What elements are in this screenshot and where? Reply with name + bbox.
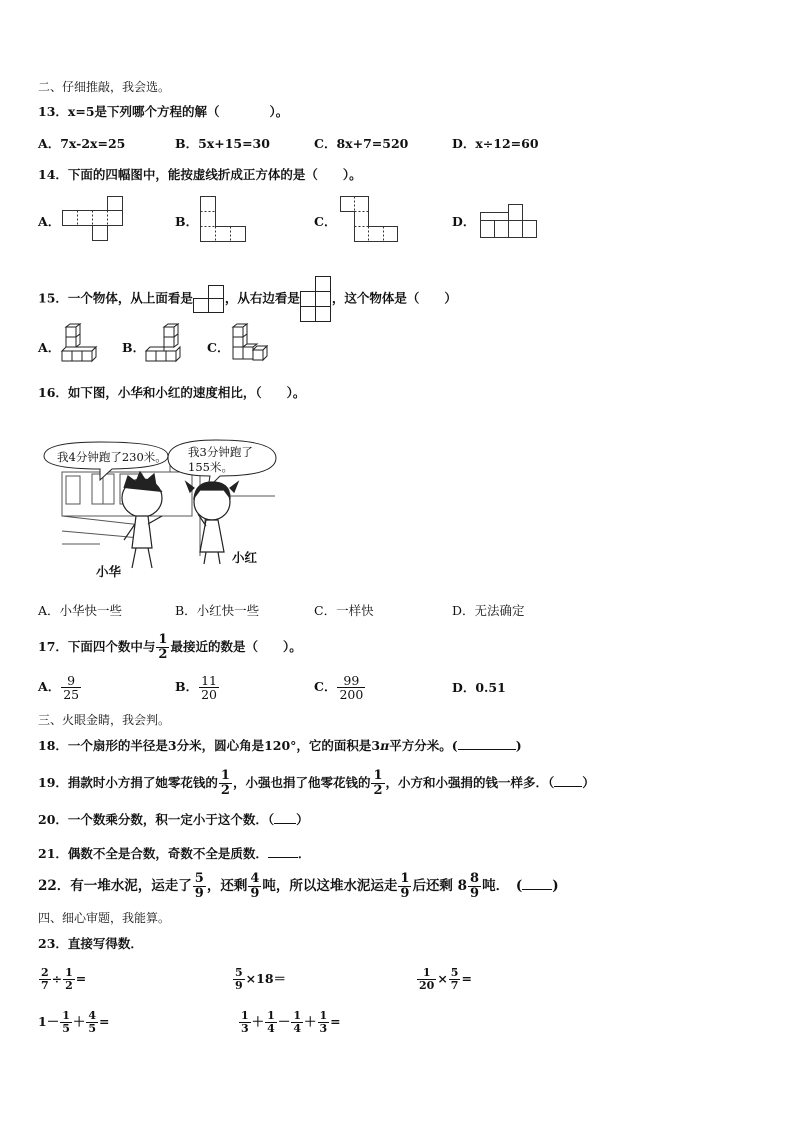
q23-e5-operator-1: ＋	[251, 1014, 265, 1029]
q15-option-c-cubes	[229, 326, 269, 366]
q17-option-b-numerator: 11	[201, 672, 217, 688]
q13-option-d[interactable]: D．x÷12=60	[452, 136, 539, 151]
q14-net-c-figure	[340, 196, 398, 244]
q15-top-view-figure	[193, 285, 225, 313]
q17-half-numerator: 1	[158, 632, 168, 648]
q23-e4-f2-num: 4	[88, 1009, 97, 1023]
q16-bubble-xiaohua: 我4分钟跑了230米。	[57, 450, 167, 464]
q15-option-a-cubes	[60, 326, 100, 366]
q16-bubble-xiaohong-line1: 我3分钟跑了	[188, 445, 253, 459]
q17-half-fraction	[156, 633, 169, 661]
q23-e5-fraction-4	[318, 1010, 330, 1034]
q14-net-a-figure	[62, 196, 124, 242]
q23-e2-f1-den: 9	[235, 979, 243, 992]
q23-e3-fraction-2	[449, 967, 461, 991]
q23-e2-f1-num: 5	[235, 966, 243, 980]
q22-part3: 吨，所以这堆水泥运走	[262, 878, 398, 894]
q19-fraction-2	[371, 769, 384, 797]
q23-e4-fraction-1	[60, 1010, 72, 1034]
q22-answer-blank[interactable]	[522, 889, 552, 890]
q23-e5-f3-num: 1	[293, 1009, 301, 1023]
q23-e4-f1-num: 1	[62, 1009, 70, 1023]
q22-fraction-2	[248, 872, 261, 900]
q23-e5-operator-3: ＋	[304, 1014, 317, 1029]
q15-stem-part1: 15．一个物体，从上面看是	[38, 290, 193, 306]
q22-fraction-2-numerator: 4	[250, 871, 260, 887]
q22-part2: ，还剩	[206, 878, 248, 894]
q19-part4: ）	[582, 775, 595, 790]
q18-pi-symbol: π	[380, 738, 390, 753]
q17-option-a-denominator: 25	[63, 687, 80, 702]
q23-e3-f2-num: 5	[450, 966, 459, 980]
q23-e1-operator: ÷	[51, 971, 63, 986]
q20-part2: ）	[296, 812, 309, 827]
q23-e3-fraction-1	[417, 967, 436, 991]
q16-option-b[interactable]: B．小红快一些	[175, 603, 260, 618]
q18-part1: 18．一个扇形的半径是3分米，圆心角是120°，它的面积是3	[38, 738, 381, 753]
q23-e3-f1-den: 20	[419, 979, 435, 992]
q23-e4-f2-den: 5	[88, 1022, 97, 1035]
q17-stem	[38, 632, 302, 662]
q15-stem-part2: ，从右边看是	[224, 290, 300, 306]
q22-fraction-3-denominator: 9	[400, 886, 410, 901]
q17-stem-part1: 17．下面四个数中与	[38, 639, 156, 654]
section-3-title: 三、火眼金睛，我会判。	[38, 713, 171, 727]
q23-e5-f1-den: 3	[241, 1022, 249, 1035]
q23-e1-f1-den: 7	[41, 979, 49, 992]
q14-option-d[interactable]: D．	[452, 214, 476, 229]
q23-e3-f2-den: 7	[450, 979, 459, 992]
q23-e1-fraction-2	[63, 967, 75, 991]
q15-option-b-cubes	[144, 326, 184, 366]
q19-fraction-1	[219, 769, 232, 797]
q22-fraction-3-numerator: 1	[400, 871, 410, 887]
q23-e5-f2-num: 1	[267, 1009, 275, 1023]
q22-fraction-1	[193, 872, 206, 900]
q21-part2: ．	[297, 846, 311, 861]
q13-option-c[interactable]: C．8x+7=520	[314, 136, 409, 151]
q17-option-a-letter: A．	[38, 679, 61, 694]
q23-e3-operator: ×	[437, 971, 448, 986]
q23-e5-f3-den: 4	[293, 1022, 301, 1035]
q23-e5-f2-den: 4	[267, 1022, 275, 1035]
q21-part1: 21．偶数不全是合数，奇数不全是质数．	[38, 846, 268, 861]
q19-fraction-1-denominator: 2	[220, 783, 230, 798]
q19-answer-blank[interactable]	[554, 786, 582, 787]
q14-net-b-figure	[200, 196, 246, 244]
q23-e1-f2-den: 2	[65, 979, 73, 992]
q23-expression-4	[38, 1005, 110, 1039]
q17-stem-part2: 最接近的数是（ ）。	[170, 639, 302, 654]
q17-half-denominator: 2	[158, 647, 168, 662]
q16-label-xiaohong: 小红	[232, 550, 258, 565]
q23-e5-f1-num: 1	[241, 1009, 249, 1023]
section-2-title: 二、仔细推敲，我会选。	[38, 80, 171, 94]
q23-e4-f1-den: 5	[62, 1022, 70, 1035]
q17-option-d[interactable]: D．0.51	[452, 680, 506, 695]
q22-part5: 吨． (	[482, 878, 523, 894]
q23-e4-lead: 1－	[38, 1014, 60, 1029]
q23-e4-fraction-2	[86, 1010, 98, 1034]
q22-fraction-1-numerator: 5	[194, 871, 204, 887]
q23-e1-f2-num: 1	[65, 966, 73, 980]
q19-fraction-1-numerator: 1	[220, 768, 230, 784]
q22-fraction-4-denominator: 9	[470, 886, 480, 901]
q23-expression-5	[238, 1005, 341, 1039]
q18-part2: 平方分米。(	[389, 738, 458, 753]
q19-part1: 19．捐款时小方捐了她零花钱的	[38, 775, 218, 790]
q14-option-c[interactable]: C．	[314, 214, 337, 229]
q23-e5-equals: =	[330, 1014, 341, 1029]
q16-option-d[interactable]: D．无法确定	[452, 603, 525, 618]
q23-e4-equals: =	[99, 1014, 110, 1029]
q17-option-a-fraction	[61, 674, 81, 701]
q19-fraction-2-denominator: 2	[373, 783, 383, 798]
q23-expression-3	[416, 962, 472, 996]
q13-stem: 13．x=5是下列哪个方程的解（ ）。	[38, 104, 289, 119]
q13-option-b[interactable]: B．5x+15=30	[175, 136, 270, 151]
section-4-title: 四、细心审题，我能算。	[38, 911, 171, 925]
q17-option-b-fraction	[199, 674, 219, 701]
q22-fraction-4	[468, 872, 481, 900]
q14-option-a[interactable]: A．	[38, 214, 61, 229]
q18-stem	[38, 738, 522, 754]
q21-stem	[38, 846, 310, 862]
q17-option-c[interactable]	[314, 670, 366, 704]
q16-label-xiaohua: 小华	[96, 564, 122, 579]
q23-e2-rest: ×18＝	[245, 971, 287, 986]
q23-e1-equals: =	[75, 971, 87, 986]
q23-stem: 23．直接写得数．	[38, 936, 143, 951]
q19-stem	[38, 768, 595, 798]
q17-option-b-denominator: 20	[201, 687, 217, 702]
q22-fraction-4-numerator: 8	[470, 871, 480, 887]
q22-part1: 22．有一堆水泥，运走了	[38, 878, 192, 894]
q14-net-d-figure	[480, 204, 538, 238]
q17-option-c-denominator: 200	[339, 687, 364, 702]
q17-option-c-fraction	[337, 674, 365, 701]
q15-option-b[interactable]: B．	[122, 340, 146, 355]
q22-stem	[38, 868, 559, 904]
q19-fraction-2-numerator: 1	[373, 768, 383, 784]
q17-option-b-letter: B．	[175, 679, 199, 694]
q23-e5-fraction-3	[291, 1010, 303, 1034]
q14-stem: 14．下面的四幅图中，能按虚线折成正方体的是（ ）。	[38, 167, 362, 182]
q23-e2-fraction-1	[233, 967, 245, 991]
q14-option-b[interactable]: B．	[175, 214, 199, 229]
q17-option-a-numerator: 9	[61, 674, 81, 688]
q23-e5-fraction-2	[265, 1010, 277, 1034]
q19-part3: ，小方和小强捐的钱一样多．（	[385, 775, 555, 790]
q19-part2: ，小强也捐了他零花钱的	[232, 775, 371, 790]
q15-option-c[interactable]: C．	[207, 340, 230, 355]
q17-option-c-numerator: 99	[337, 674, 365, 688]
q23-e5-fraction-1	[239, 1010, 251, 1034]
q13-option-a[interactable]: A．7x-2x=25	[38, 136, 126, 151]
q23-e5-f4-den: 3	[319, 1022, 328, 1035]
q23-e1-fraction-1	[39, 967, 51, 991]
q23-e5-f4-num: 1	[319, 1009, 328, 1023]
q17-option-c-letter: C．	[314, 679, 337, 694]
q23-e1-f1-num: 2	[41, 966, 49, 980]
q16-option-a[interactable]: A．小华快一些	[38, 603, 123, 618]
q23-e3-f1-num: 1	[417, 967, 436, 980]
q15-right-view-figure	[300, 276, 332, 322]
q16-bubble-xiaohong-line2: 155米。	[188, 460, 233, 474]
q17-option-b[interactable]	[175, 670, 220, 704]
q20-stem	[38, 812, 309, 828]
q15-option-a[interactable]: A．	[38, 340, 61, 355]
q15-stem-part3: ，这个物体是（ ）	[331, 290, 457, 306]
q23-e4-operator: ＋	[72, 1014, 86, 1029]
q16-stem: 16．如下图，小华和小红的速度相比，（ ）。	[38, 385, 306, 400]
q20-part1: 20．一个数乘分数，积一定小于这个数．（	[38, 812, 275, 827]
q22-fraction-3	[398, 872, 411, 900]
q18-part3: )	[515, 738, 522, 753]
q22-fraction-2-denominator: 9	[250, 886, 260, 901]
q16-option-c[interactable]: C．一样快	[314, 603, 374, 618]
q17-option-a[interactable]	[38, 670, 82, 704]
q22-part6: )	[552, 878, 559, 894]
q18-answer-blank[interactable]	[458, 749, 516, 750]
q22-part4: 后还剩 8	[412, 878, 468, 894]
q23-e5-operator-2: －	[277, 1014, 291, 1029]
q20-answer-blank[interactable]	[274, 823, 296, 824]
q23-expression-1	[38, 962, 86, 996]
q22-fraction-1-denominator: 9	[194, 886, 204, 901]
q23-e3-equals: =	[461, 971, 472, 986]
q23-expression-2	[232, 962, 286, 996]
q21-answer-blank[interactable]	[268, 857, 298, 858]
q15-stem	[38, 276, 457, 322]
